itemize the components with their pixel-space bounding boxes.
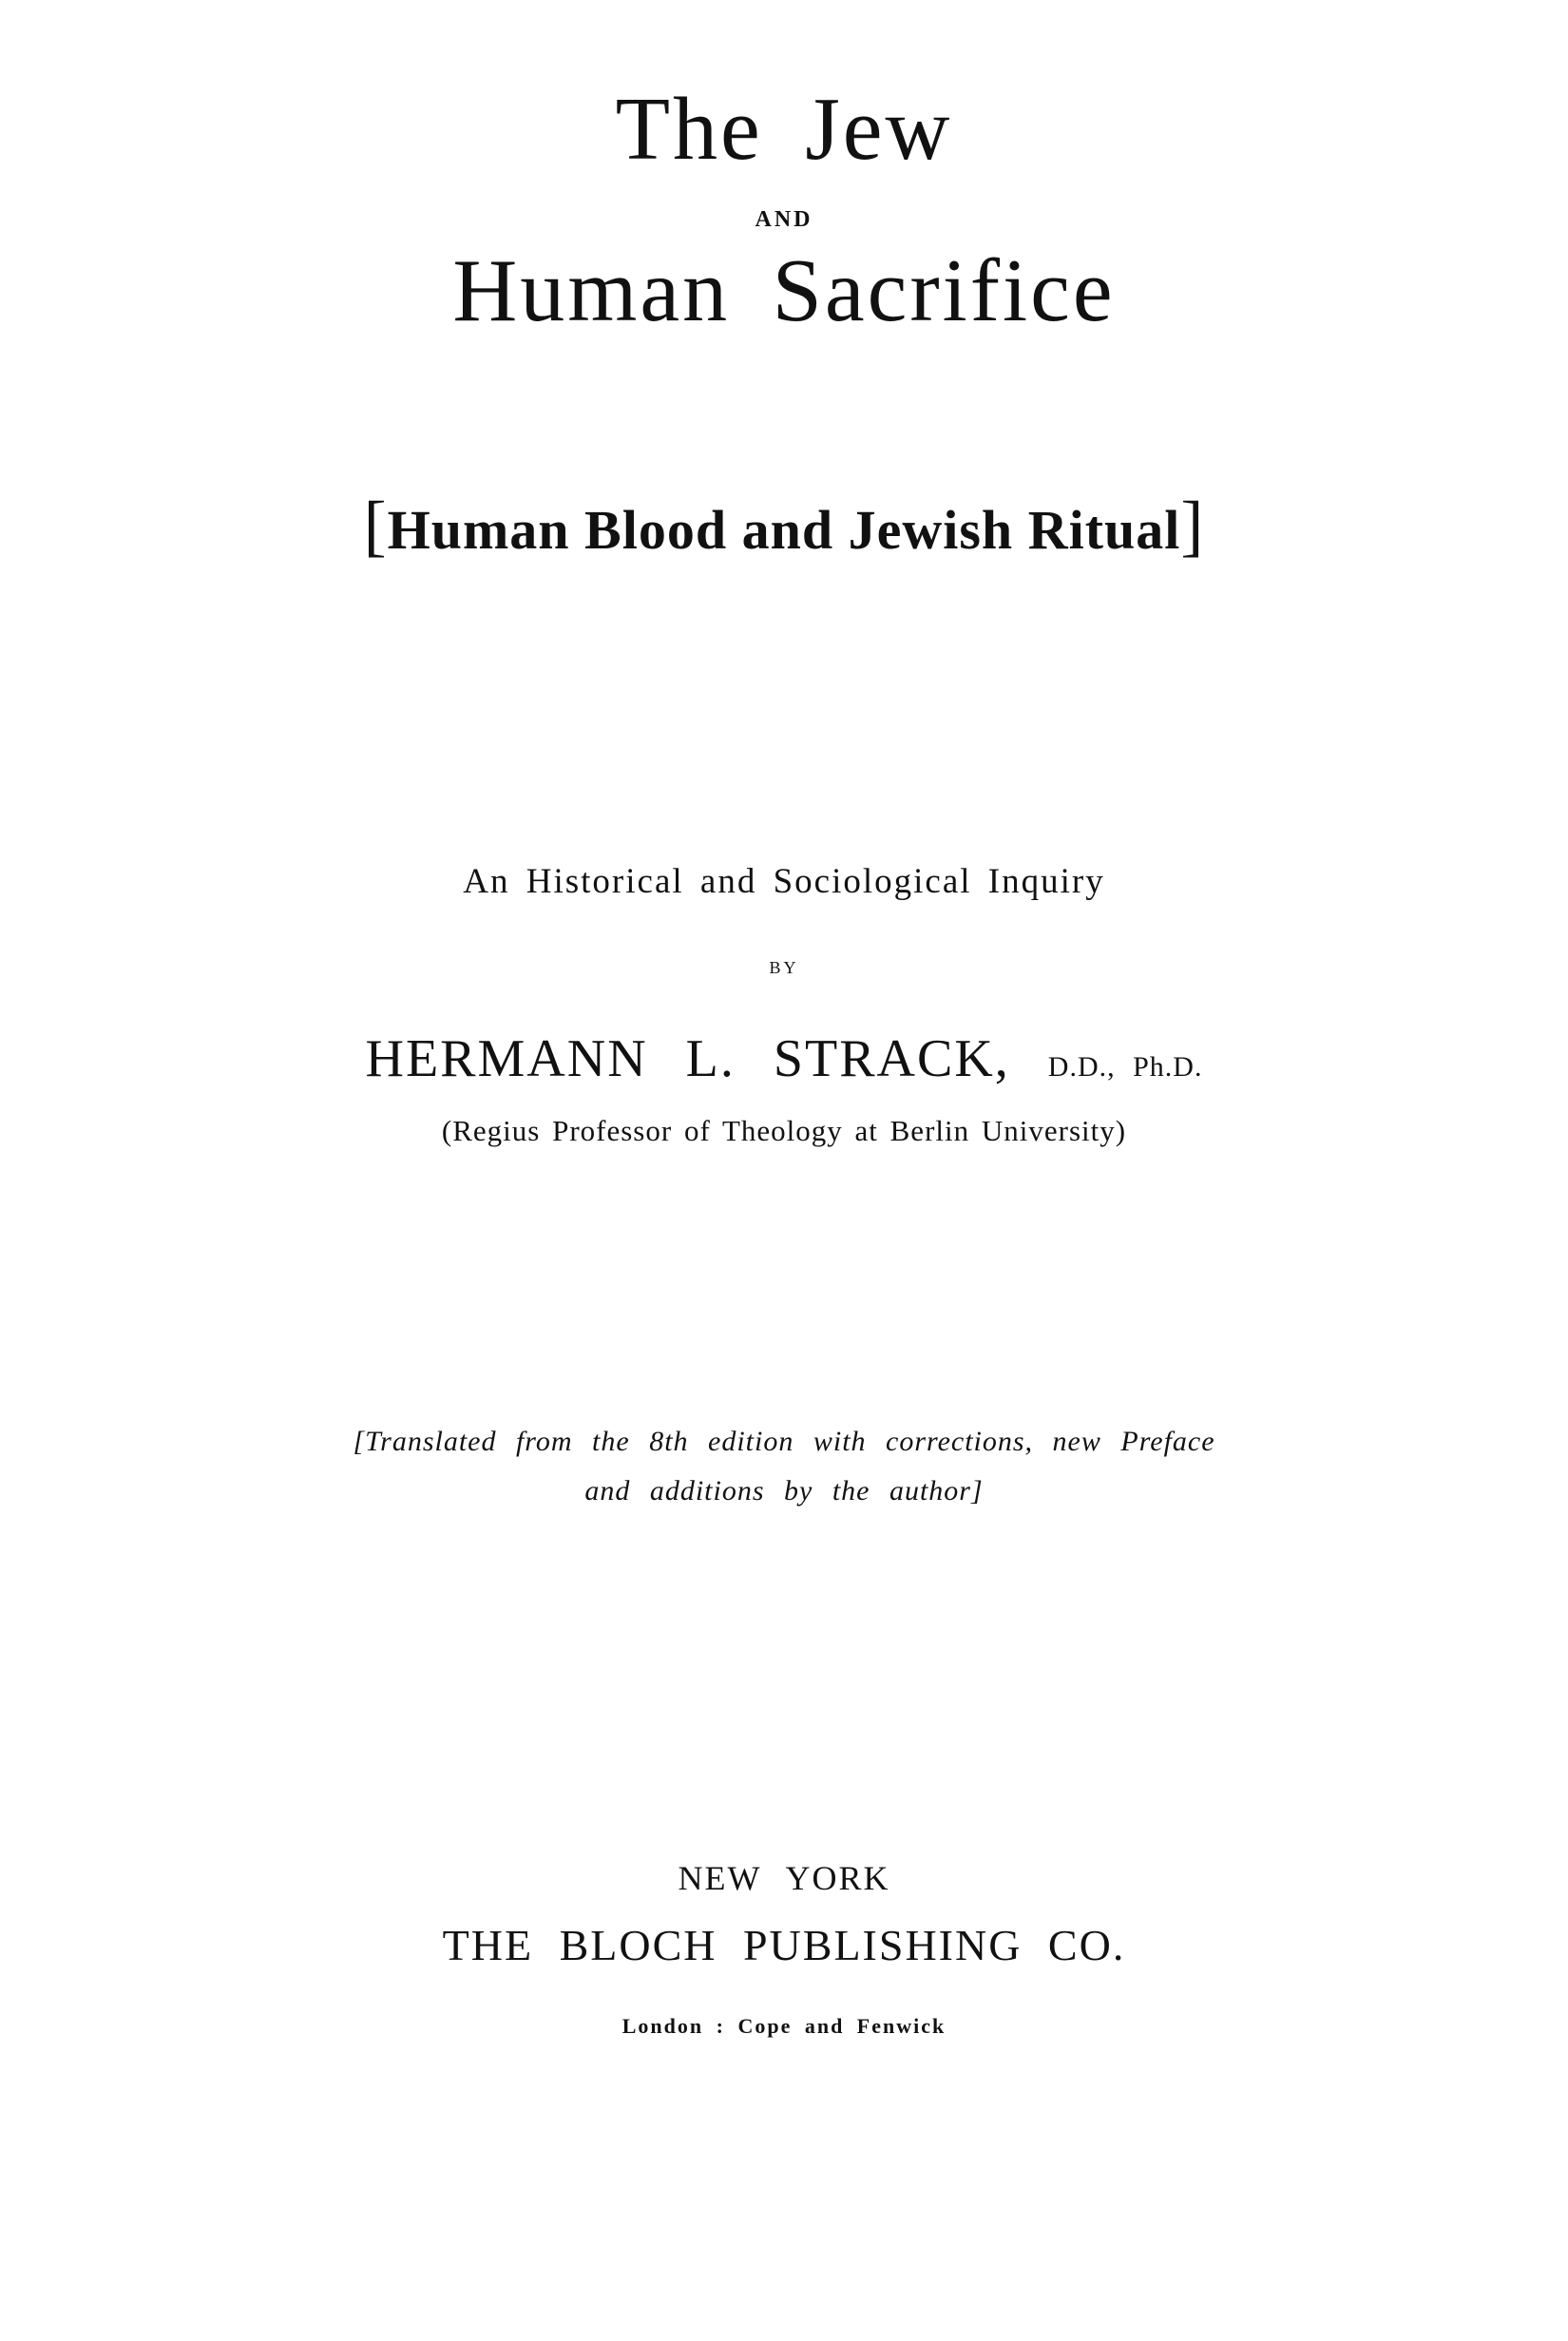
title-line-2: Human Sacrifice (452, 241, 1116, 340)
imprint-place: NEW YORK (678, 1859, 890, 1897)
translation-note-line-2: and additions by the author] (584, 1475, 984, 1506)
subtitle (0, 487, 1568, 566)
author-name: HERMANN L. STRACK, (365, 1029, 1010, 1088)
title-connector: AND (755, 207, 813, 232)
imprint-publisher: THE BLOCH PUBLISHING CO. (442, 1921, 1126, 1969)
inquiry-line: An Historical and Sociological Inquiry (463, 862, 1105, 901)
subtitle-open-bracket: [ (363, 488, 388, 564)
subtitle-close-bracket: ] (1180, 488, 1205, 564)
title-line-1: The Jew (615, 80, 953, 179)
author-degrees: D.D., Ph.D. (1047, 1051, 1203, 1083)
author-affiliation: (Regius Professor of Theology at Berlin University) (441, 1114, 1127, 1147)
imprint-london: London : Cope and Fenwick (621, 2014, 947, 2038)
author-line (0, 1028, 1568, 1089)
translation-note-line-1: [Translated from the 8th edition with corrections, new Preface (353, 1426, 1215, 1457)
subtitle-text: Human Blood and Jewish Ritual (387, 499, 1181, 561)
by-line: BY (769, 958, 799, 977)
